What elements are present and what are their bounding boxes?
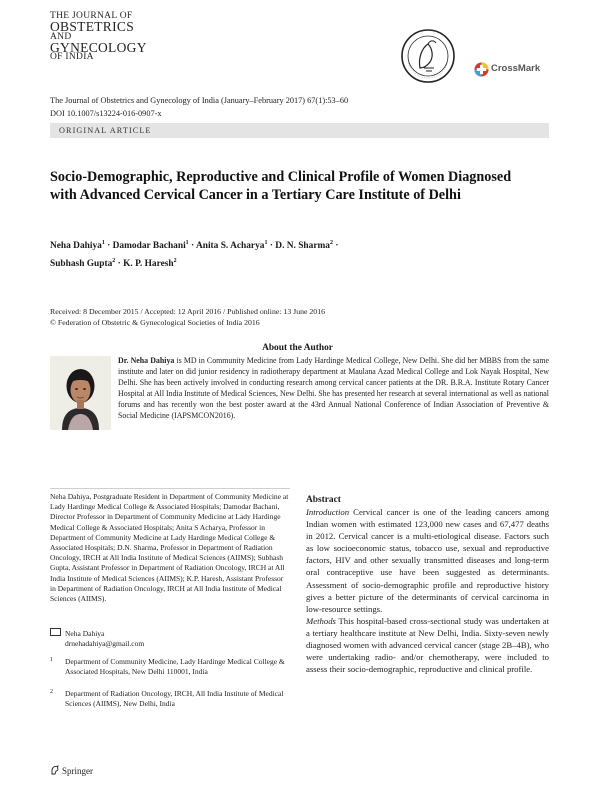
author-separator: · [115, 259, 124, 270]
author-affiliations: Neha Dahiya, Postgraduate Resident in Department of Community Medicine at Lady Hardinge Medical College & Associated Hospitals; Damodar Bachani, Director Professor in Department of Community Medicine at Lady Hardinge Medical College & Associated Hospitals; Anita S Acharya, Professor in Department of Community Medicine at Lady Hardinge Medical College & Associated Hospitals; D.N. Sharma, Professor in Department of Radiation Oncology, IRCH at All India Institute of Medical Sciences (AIIMS); Subhash Gupta, Assistant Professor in Department of Radiation Oncology, IRCH at All India Institute of Medical Sciences (AIIMS); K.P. Haresh, Assistant Professor in Department of Radiation Oncology, IRCH at All India Institute of Medical Sciences (AIIMS). [50, 492, 289, 604]
author-affiliation-mark: 2 [173, 258, 177, 265]
abstract-methods [306, 615, 549, 675]
corresponding-author-name: Neha Dahiya [65, 629, 105, 638]
author-affiliation-mark: 2 [112, 258, 116, 265]
correspondence-block [50, 628, 290, 649]
springer-horse-icon [50, 765, 60, 775]
about-author-heading: About the Author [262, 343, 333, 353]
federation-seal-icon [400, 28, 456, 84]
crossmark-label: CrossMark [491, 63, 541, 74]
publisher-name: Springer [62, 766, 93, 776]
author-list [50, 236, 530, 272]
department-text: Department of Radiation Oncology, IRCH, All India Institute of Medical Sciences (AIIMS), New Delhi, India [65, 689, 284, 709]
author-name[interactable]: K. P. Haresh [123, 259, 174, 270]
department-number: 1 [50, 657, 53, 663]
journal-logo-line: THE JOURNAL OF [50, 11, 133, 21]
journal-logo-line: OBSTETRICS [50, 19, 135, 34]
abstract-introduction [306, 506, 549, 615]
author-affiliation-mark: 1 [101, 240, 105, 246]
author-separator: · [104, 241, 113, 252]
author-photo [50, 356, 111, 430]
abstract-heading: Abstract [306, 495, 341, 505]
crossmark-icon [474, 62, 489, 77]
author-affiliation-mark: 1 [185, 240, 189, 246]
journal-logo-line: GYNECOLOGY [50, 39, 147, 55]
dates-line: Received: 8 December 2015 / Accepted: 12 April 2016 / Published online: 13 June 2016 [50, 307, 326, 316]
introduction-label: Introduction [306, 507, 350, 517]
journal-logo-line: OF INDIA [50, 52, 94, 62]
author-name[interactable]: Anita S. Acharya [195, 241, 265, 252]
author-name[interactable]: Subhash Gupta [50, 259, 113, 270]
bio-author-name: Dr. Neha Dahiya [118, 356, 175, 365]
publication-dates [50, 306, 325, 328]
author-name[interactable]: Damodar Bachani [112, 241, 186, 252]
journal-logo-line: AND [50, 31, 72, 42]
department-number: 2 [50, 689, 53, 695]
envelope-icon [50, 628, 61, 636]
author-separator: · [333, 241, 339, 252]
introduction-text: Cervical cancer is one of the leading cancers among Indian women with estimated 123,000 new cases and 67,477 deaths in 2012. Cervical cancer is a multi-etiological disease. Factors such as low socioeconomic status, tobacco use, sexual and reproductive factors, HIV and other sexually transmitted diseases and long-term oral contraceptive use have been suggested as determinants. Assessment of socio-demographic profile and reproductive history gives a better picture of the determinants of cervical carcinoma in low-resource settings. [306, 507, 549, 614]
crossmark-link[interactable] [474, 62, 544, 78]
author-affiliation-mark: 2 [330, 240, 333, 246]
corresponding-author-email[interactable]: drnehadahiya@gmail.com [65, 639, 145, 649]
department-affiliation-1 [50, 657, 290, 677]
department-text: Department of Community Medicine, Lady Hardinge Medical College & Associated Hospitals, New Delhi 110001, India [65, 657, 285, 677]
publisher-footer [50, 765, 93, 776]
doi-line[interactable]: DOI 10.1007/s13224-016-0907-x [50, 109, 162, 118]
article-title: Socio-Demographic, Reproductive and Clinical Profile of Women Diagnosed with Advanced Cervical Cancer in a Tertiary Care Institute of Delhi [50, 169, 512, 203]
methods-text: This hospital-based cross-sectional study was undertaken at a tertiary healthcare institute at New Delhi, India. Sixty-seven newly diagnosed women with advanced cervical cancer (stage 2B–4B), who were undertaking radio- and/or chemotherapy, were included to assess their socio-demographic, reproductive and clinical profile. [306, 615, 549, 675]
author-separator: · [267, 241, 276, 252]
citation-line: The Journal of Obstetrics and Gynecology of India (January–February 2017) 67(1):53–60 [50, 96, 349, 105]
journal-logo [50, 12, 160, 62]
article-type-label: ORIGINAL ARTICLE [59, 126, 152, 135]
methods-label: Methods [306, 615, 336, 626]
affiliation-divider [50, 488, 290, 489]
author-name[interactable]: Neha Dahiya [50, 241, 102, 252]
bio-text: is MD in Community Medicine from Lady Hardinge Medical College, New Delhi. She did her MBBS from the same institute and later on did junior residency in radiotherapy department at Maulana Azad Medical College and Lok Nayak Hospital, New Delhi. She has been actively involved in conducting research among cervical cancer patients at the DR. B.R.A. Institute Rotary Cancer Hospital at All India Institute of Medical Sciences, New Delhi. She has presented her research at several international as well as national forums and has recently won the best poster award at the 43rd Annual National Conference of Indian Association of Preventive & Social Medicine (IAPSMCON2016). [118, 356, 549, 421]
copyright-line: © Federation of Obstetric & Gynecological Societies of India 2016 [50, 318, 260, 327]
author-name[interactable]: D. N. Sharma [275, 241, 330, 252]
author-affiliation-mark: 1 [264, 240, 268, 246]
department-affiliation-2 [50, 689, 290, 709]
abstract-body [306, 506, 549, 675]
author-biography [118, 355, 549, 422]
author-separator: · [188, 241, 196, 252]
